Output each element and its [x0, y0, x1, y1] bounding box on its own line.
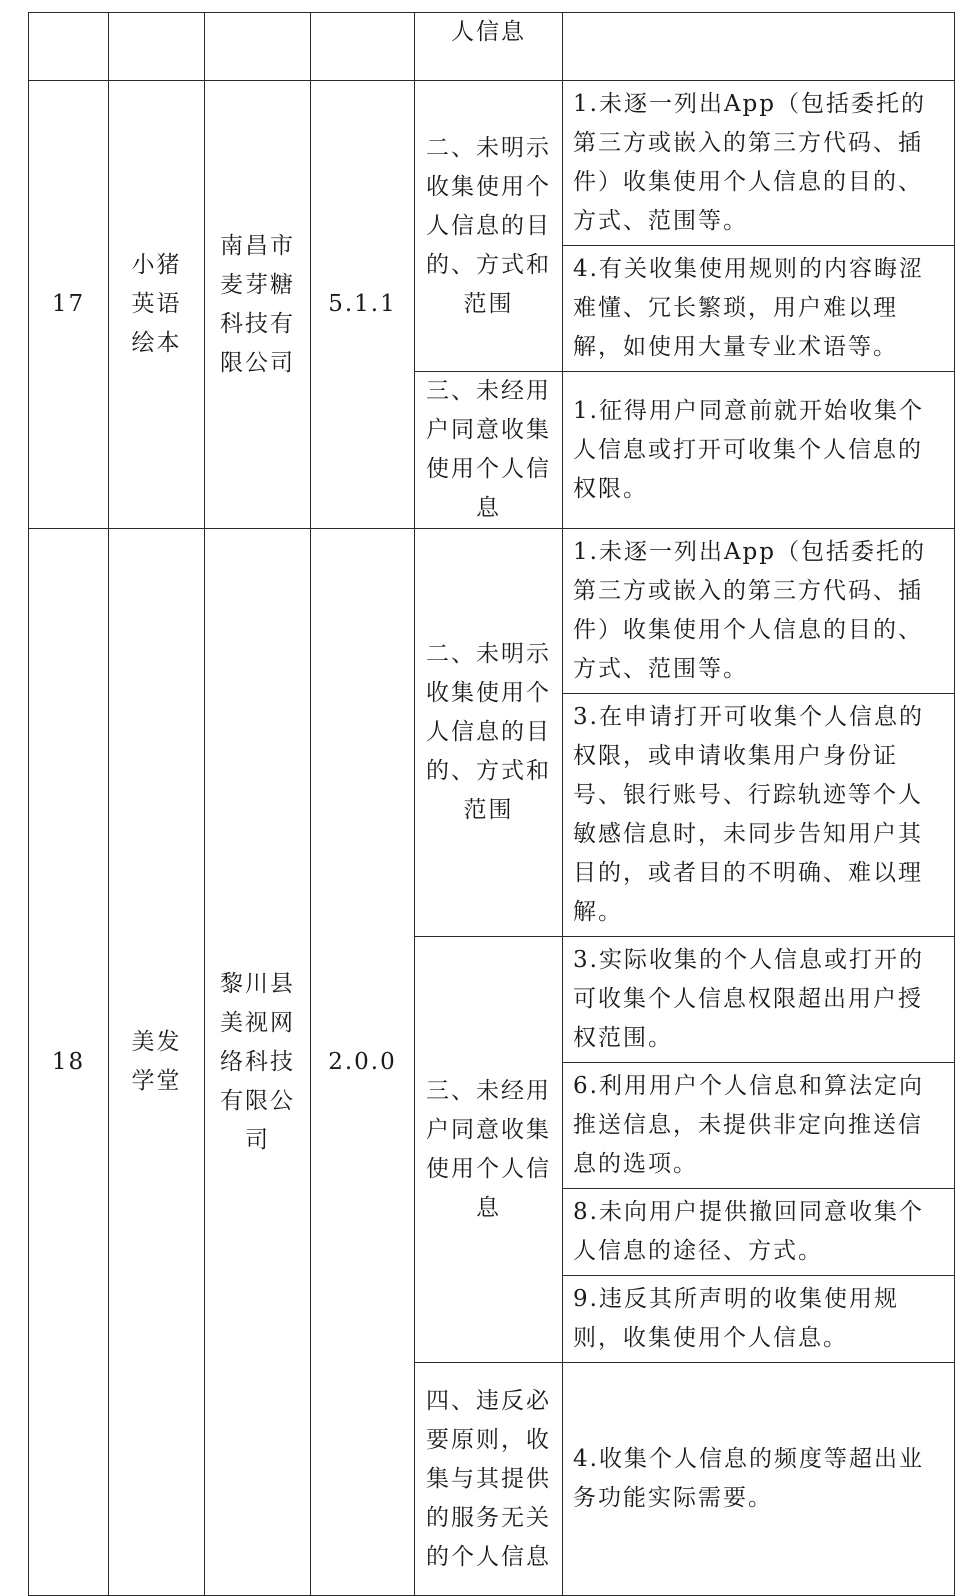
- category-text: 三、未经用户同意收集使用个人信息: [426, 378, 551, 521]
- issue-cell: [563, 372, 955, 529]
- version-number: 2.0.0: [328, 1048, 397, 1075]
- category-text: 二、未明示收集使用个人信息的目的、方式和范围: [426, 641, 551, 823]
- issue-cell: [563, 1063, 955, 1189]
- issue-cell: [563, 529, 955, 694]
- version-cell: [311, 81, 415, 529]
- issue-cell: [563, 13, 955, 81]
- category-text: 二、未明示收集使用个人信息的目的、方式和范围: [426, 134, 551, 317]
- company-cell: [205, 81, 311, 529]
- issue-cell: [563, 1189, 955, 1276]
- issue-text: 3.在申请打开可收集个人信息的权限，或申请收集用户身份证号、银行账号、行踪轨迹等个人敏感信息时，未同步告知用户其目的，或者目的不明确、难以理解。: [573, 704, 924, 925]
- app-name: 小猪英语绘本: [131, 252, 182, 356]
- issue-text: 4.有关收集使用规则的内容晦涩难懂、冗长繁琐，用户难以理解，如使用大量专业术语等。: [573, 256, 924, 360]
- category-cell: [415, 937, 563, 1363]
- app-cell: [109, 81, 205, 529]
- category-cell: [415, 1363, 563, 1596]
- table-row: [29, 529, 955, 694]
- table-row: [29, 81, 955, 246]
- category-cell: [415, 529, 563, 937]
- issue-cell: [563, 1363, 955, 1596]
- issue-cell: [563, 937, 955, 1063]
- category-cell: [415, 13, 563, 81]
- issue-cell: [563, 81, 955, 246]
- app-cell: [109, 13, 205, 81]
- version-cell: [311, 13, 415, 81]
- row-number: 17: [51, 291, 86, 317]
- issue-text: 6.利用用户个人信息和算法定向推送信息，未提供非定向推送信息的选项。: [573, 1073, 924, 1177]
- version-cell: [311, 529, 415, 1596]
- table-row: [29, 13, 955, 81]
- company-cell: [205, 13, 311, 81]
- category-text: 四、违反必要原则，收集与其提供的服务无关的个人信息: [426, 1387, 551, 1570]
- app-name: 美发学堂: [131, 1029, 182, 1094]
- issue-text: 3.实际收集的个人信息或打开的可收集个人信息权限超出用户授权范围。: [573, 947, 924, 1051]
- issue-text: 4.收集个人信息的频度等超出业务功能实际需要。: [573, 1446, 924, 1511]
- category-text: 人信息: [451, 19, 526, 45]
- issue-cell: [563, 246, 955, 372]
- no-cell: [29, 81, 109, 529]
- issue-text: 1.未逐一列出App（包括委托的第三方或嵌入的第三方代码、插件）收集使用个人信息的目的、方式、范围等。: [573, 91, 927, 234]
- issue-cell: [563, 694, 955, 937]
- issue-cell: [563, 1276, 955, 1363]
- version-number: 5.1.1: [328, 291, 397, 317]
- issue-text: 1.未逐一列出App（包括委托的第三方或嵌入的第三方代码、插件）收集使用个人信息的目的、方式、范围等。: [573, 539, 927, 682]
- category-cell: [415, 81, 563, 372]
- row-number: 18: [51, 1048, 86, 1075]
- app-cell: [109, 529, 205, 1596]
- company-name: 南昌市麦芽糖科技有限公司: [220, 232, 295, 376]
- no-cell: [29, 529, 109, 1596]
- category-cell: [415, 372, 563, 529]
- issue-text: 1.征得用户同意前就开始收集个人信息或打开可收集个人信息的权限。: [573, 397, 924, 502]
- category-text: 三、未经用户同意收集使用个人信息: [426, 1077, 551, 1221]
- issue-text: 9.违反其所声明的收集使用规则，收集使用个人信息。: [573, 1286, 899, 1351]
- issue-text: 8.未向用户提供撤回同意收集个人信息的途径、方式。: [573, 1199, 924, 1264]
- company-cell: [205, 529, 311, 1596]
- company-name: 黎川县美视网络科技有限公司: [220, 970, 295, 1153]
- violation-table: [28, 12, 955, 1596]
- no-cell: [29, 13, 109, 81]
